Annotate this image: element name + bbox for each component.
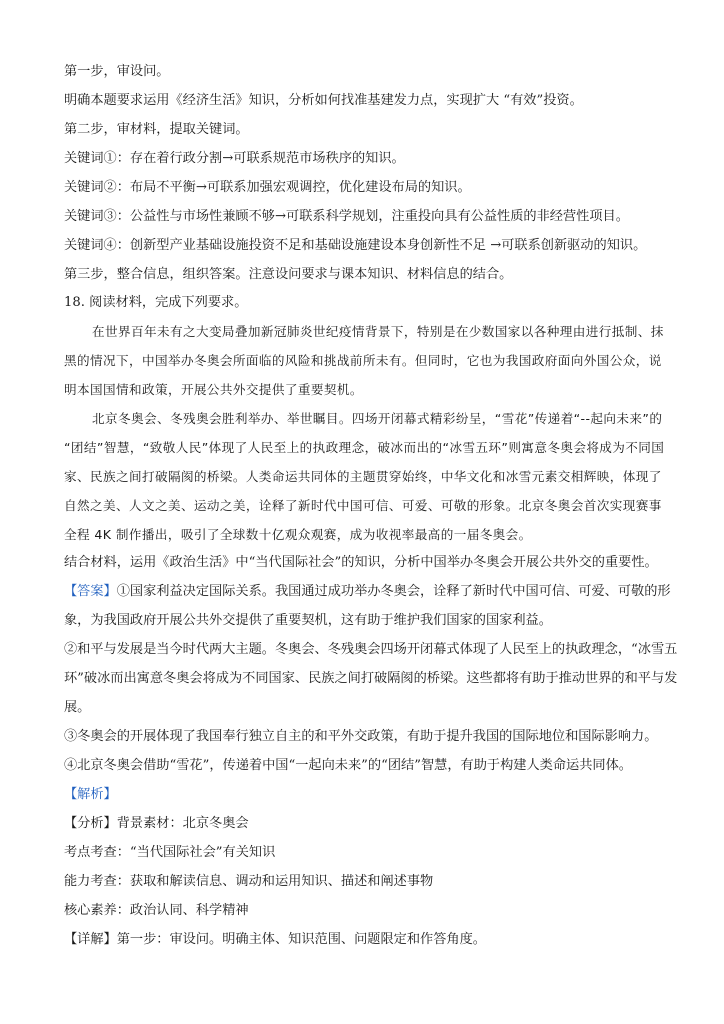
step1-text: 明确本题要求运用《经济生活》知识，分析如何找准基建发力点，实现扩大 “有效”投资。 — [64, 93, 583, 108]
analysis-tag: 【解析】 — [64, 787, 117, 802]
keyword-2: 关键词②：布局不平衡→可联系加强宏观调控，优化建设布局的知识。 — [64, 180, 471, 195]
answer-line: ④北京冬奥会借助“雪花”，传递着中国“一起向未来”的“团结”智慧，有助于构建人类命运共同体。 — [64, 758, 632, 773]
answer-line: 展。 — [64, 700, 91, 715]
answer-line: 象，为我国政府开展公共外交提供了重要契机，这有助于维护我们国家的国家利益。 — [64, 613, 552, 628]
analysis-line: 考点考查：“当代国际社会”有关知识 — [64, 845, 276, 860]
answer-line: 环”破冰而出寓意冬奥会将成为不同国家、民族之间打破隔阂的桥梁。这些都将有助于推动世界的和平与发 — [64, 671, 678, 686]
analysis-line: 【分析】背景素材：北京冬奥会 — [64, 816, 249, 831]
material-line: 在世界百年未有之大变局叠加新冠肺炎世纪疫情背景下，特别是在少数国家以各种理由进行抵制、抹 — [92, 324, 664, 339]
answer-line — [64, 582, 671, 602]
question-18-heading: 18. 阅读材料，完成下列要求。 — [64, 295, 248, 310]
question-requirement: 结合材料，运用《政治生活》中“当代国际社会”的知识，分析中国举办冬奥会开展公共外交的重要性。 — [64, 555, 658, 570]
answer-line: ②和平与发展是当今时代两大主题。冬奥会、冬残奥会四场开闭幕式体现了人民至上的执政理念，“冰雪五 — [64, 642, 678, 657]
keyword-1: 关键词①：存在着行政分割→可联系规范市场秩序的知识。 — [64, 151, 405, 166]
material-line: 黑的情况下，中国举办冬奥会所面临的风险和挑战前所未有。但同时，它也为我国政府面向外国公众，说 — [64, 353, 662, 368]
keyword-4: 关键词④：创新型产业基础设施投资不足和基础设施建设本身创新性不足 →可联系创新驱动的知识。 — [64, 238, 647, 253]
material-line: 家、民族之间打破隔阂的桥梁。人类命运共同体的主题贯穿始终，中华文化和冰雪元素交相辉映，体现了 — [64, 469, 662, 484]
analysis-line: 能力考查：获取和解读信息、调动和运用知识、描述和阐述事物 — [64, 874, 434, 889]
material-line: 全程 4K 制作播出，吸引了全球数十亿观众观赛，成为收视率最高的一届冬奥会。 — [64, 527, 532, 542]
answer-tag: 【答案】 — [64, 584, 117, 599]
analysis-line: 核心素养：政治认同、科学精神 — [64, 903, 249, 918]
step2-heading: 第二步，审材料，提取关键词。 — [64, 122, 249, 137]
answer-text: ①国家利益决定国际关系。我国通过成功举办冬奥会，诠释了新时代中国可信、可爱、可敬的形 — [116, 584, 671, 599]
material-line: 明本国国情和政策，开展公共外交提供了重要契机。 — [64, 382, 363, 397]
step3-text: 第三步，整合信息，组织答案。注意设问要求与课本知识、材料信息的结合。 — [64, 267, 513, 282]
keyword-3: 关键词③：公益性与市场性兼顾不够→可联系科学规划，注重投向具有公益性质的非经营性项目。 — [64, 209, 629, 224]
step1-heading: 第一步，审设问。 — [64, 64, 170, 79]
answer-line: ③冬奥会的开展体现了我国奉行独立自主的和平外交政策，有助于提升我国的国际地位和国际影响力。 — [64, 729, 658, 744]
analysis-line: 【详解】第一步：审设问。明确主体、知识范围、问题限定和作答角度。 — [64, 932, 486, 947]
material-line: 北京冬奥会、冬残奥会胜利举办、举世瞩目。四场开闭幕式精彩纷呈，“雪花”传递着“--起向未来”的 — [92, 411, 663, 426]
material-line: “团结”智慧，“致敬人民”体现了人民至上的执政理念，破冰而出的“冰雪五环”则寓意冬奥会将成为不同国 — [64, 440, 665, 455]
material-line: 自然之美、人文之美、运动之美，诠释了新时代中国可信、可爱、可敬的形象。北京冬奥会首次实现赛事 — [64, 498, 662, 513]
